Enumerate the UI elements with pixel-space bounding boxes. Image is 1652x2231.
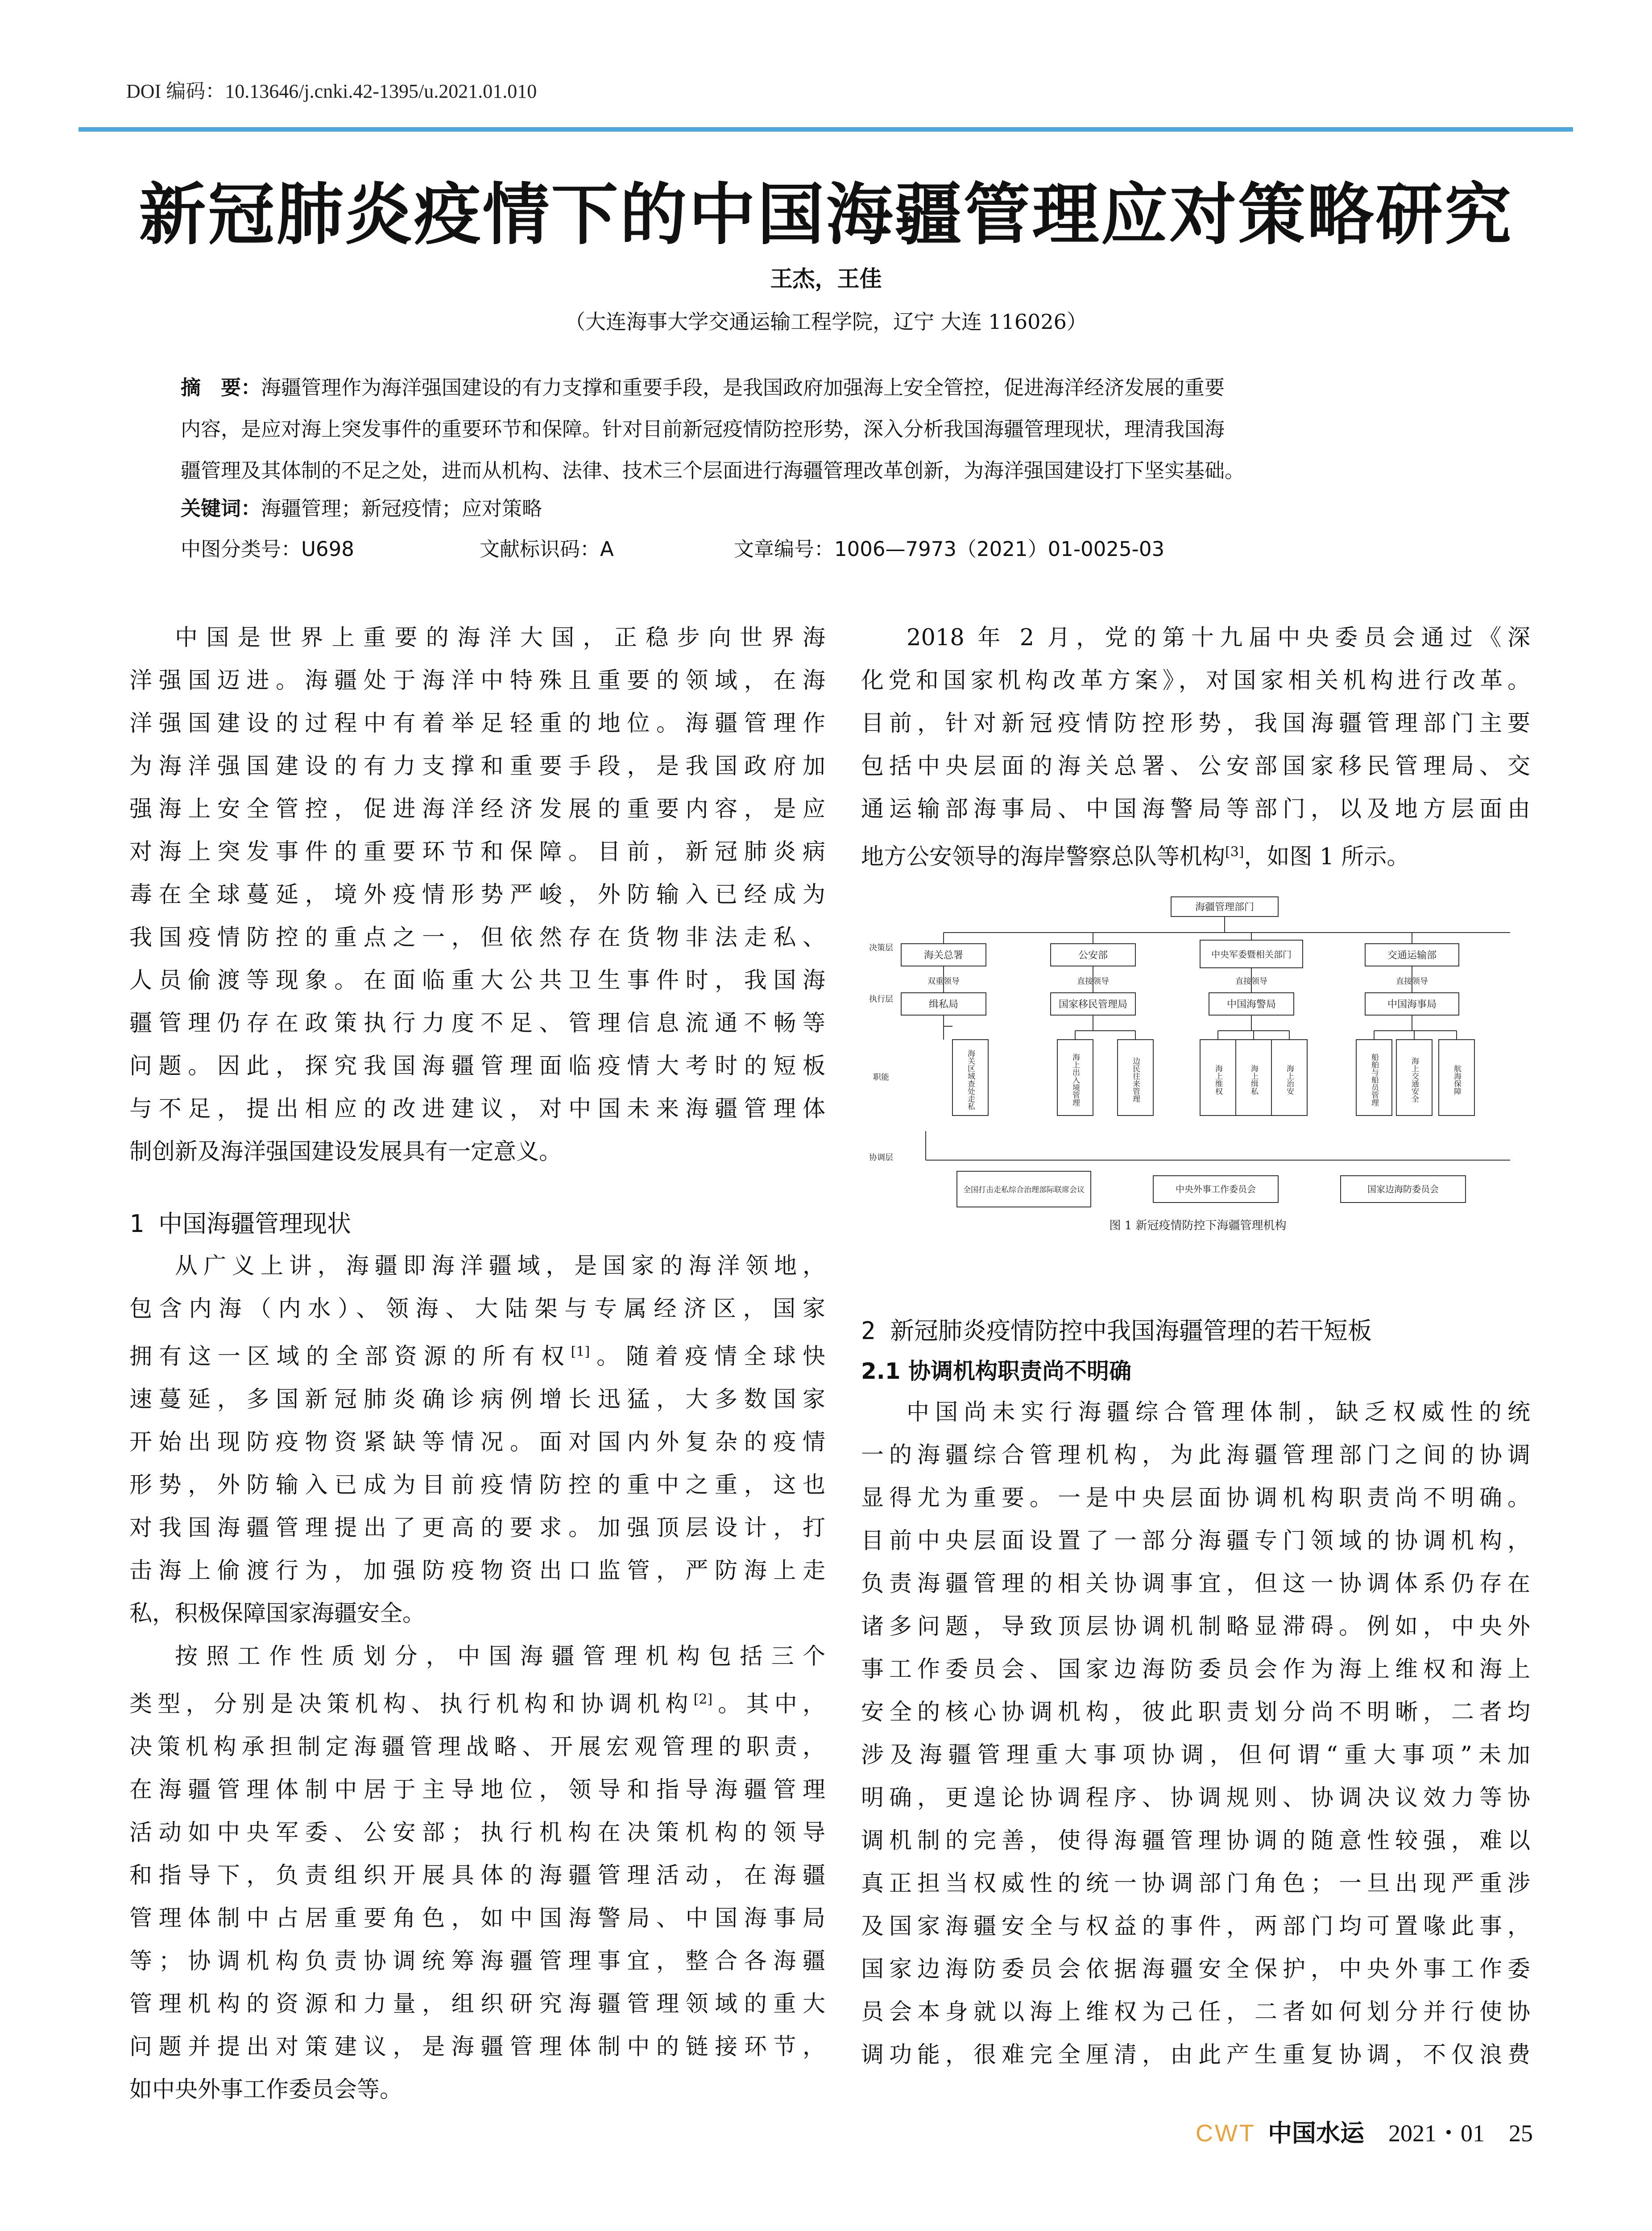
fig-layer: 执行层: [869, 995, 893, 1004]
text-line: 形势，外防输入已成为目前疫情防控的重中之重，这也: [129, 1472, 825, 1498]
text-line: 包含内海（内水）、领海、大陆架与专属经济区，国家: [129, 1296, 825, 1322]
text-line: 洋强国迈进。海疆处于海洋中特殊且重要的领域，在海: [129, 668, 825, 694]
text-line: 从广义上讲，海疆即海洋疆域，是国家的海洋领地，: [175, 1253, 825, 1279]
text-line: 为海洋强国建设的有力支撑和重要手段，是我国政府加: [129, 753, 825, 780]
abstract-label: 摘 要：: [181, 376, 261, 399]
text-line: 。随着疫情全球快: [590, 1344, 825, 1370]
text-line: 和指导下，负责组织开展具体的海疆管理活动，在海疆: [129, 1862, 825, 1889]
section-heading-2: 2 新冠肺炎疫情防控中我国海疆管理的若干短板: [861, 1317, 1372, 1345]
text-line: 问题。因此，探究我国海疆管理面临疫情大考时的短板: [129, 1053, 825, 1079]
doi-line: DOI 编码：10.13646/j.cnki.42-1395/u.2021.01.010: [126, 80, 537, 102]
text-line: 如中央外事工作委员会等。: [129, 2077, 403, 2103]
authors: 王杰，王佳: [770, 266, 882, 292]
fig-coord: 全国打击走私综合治理部际联席会议: [963, 1186, 1085, 1194]
fig-caption: 图 1 新冠疫情防控下海疆管理机构: [1109, 1219, 1287, 1232]
right-column: [861, 617, 1530, 879]
keywords: [181, 492, 542, 521]
text-line: 问题并提出对策建议，是海疆管理体制中的链接环节，: [129, 2034, 825, 2060]
text-line: 员会本身就以海上维权为己任，二者如何划分并行使协: [861, 1999, 1530, 2025]
text-line: 速蔓延，多国新冠肺炎确诊病例增长迅猛，大多数国家: [129, 1386, 825, 1413]
abstract: [181, 367, 1483, 491]
fig-lead: 直接领导: [1396, 977, 1428, 986]
text-line: 地方公安领导的海岸警察总队等机构: [861, 844, 1226, 870]
text-line: 制创新及海洋强国建设发展具有一定意义。: [129, 1139, 562, 1165]
footer-issue: 2021・01: [1388, 2120, 1485, 2147]
text-line: 通运输部海事局、中国海警局等部门，以及地方层面由: [861, 796, 1530, 822]
text-line: 及国家海疆安全与权益的事件，两部门均可置喙此事，: [861, 1913, 1530, 1940]
citation: [2]: [693, 1692, 713, 1707]
text-line: 活动如中央军委、公安部；执行机构在决策机构的领导: [129, 1820, 825, 1846]
header-rule: [79, 127, 1573, 132]
text-line: 私，积极保障国家海疆安全。: [129, 1601, 426, 1627]
text-line: 安全的核心协调机构，彼此职责划分尚不明晰，二者均: [861, 1699, 1530, 1725]
text-line: 目前，针对新冠疫情防控形势，我国海疆管理部门主要: [861, 710, 1530, 737]
left-column-section1: [129, 1245, 825, 2111]
text-line: 诸多问题，导致顶层协调机制略显滞碍。例如，中央外: [861, 1613, 1530, 1640]
text-line: 拥有这一区域的全部资源的所有权: [129, 1344, 571, 1370]
citation: [1]: [571, 1344, 590, 1360]
article-number: 文章编号：1006—7973（2021）01-0025-03: [734, 537, 1165, 561]
paper-title: 新冠肺炎疫情下的中国海疆管理应对策略研究: [139, 175, 1513, 254]
fig-lead: 直接领导: [1077, 977, 1109, 986]
text-line: 涉及海疆管理重大事项协调，但何谓“重大事项”未加: [861, 1742, 1530, 1768]
text-line: 对海上突发事件的重要环节和保障。目前，新冠肺炎病: [129, 839, 825, 865]
text-line: 对我国海疆管理提出了更高的要求。加强顶层设计，打: [129, 1515, 825, 1541]
fig-function: 海上缉私: [1249, 1065, 1258, 1095]
text-line: 疆管理仍存在政策执行力度不足、管理信息流通不畅等: [129, 1010, 825, 1037]
fig-function: 海关区域查处走私: [966, 1049, 975, 1110]
fig-function: 海上治安: [1285, 1065, 1294, 1095]
fig-exec: 中国海事局: [1387, 999, 1437, 1010]
text-line: 毒在全球蔓延，境外疫情形势严峻，外防输入已经成为: [129, 882, 825, 908]
fig-layer: 决策层: [869, 943, 893, 953]
text-line: 一的海疆综合管理机构，为此海疆管理部门之间的协调: [861, 1442, 1530, 1468]
page-number: 25: [1508, 2120, 1533, 2147]
text-line: 决策机构承担制定海疆管理战略、开展宏观管理的职责，: [129, 1734, 825, 1760]
text-line: 2018 年 2 月，党的第十九届中央委员会通过《深: [907, 625, 1530, 651]
text-line: 中国尚未实行海疆综合管理体制，缺乏权威性的统: [907, 1399, 1530, 1426]
fig-layer: 职能: [873, 1073, 889, 1082]
subsection-heading-2-1: 2.1 协调机构职责尚不明确: [861, 1358, 1131, 1384]
fig-function: 航海保障: [1452, 1065, 1461, 1095]
abstract-line: 疆管理及其体制的不足之处，进而从机构、法律、技术三个层面进行海疆管理改革创新，为海洋强国建设打下坚实基础。: [181, 459, 1245, 482]
fig-exec: 国家移民管理局: [1058, 999, 1128, 1010]
text-line: 事工作委员会、国家边海防委员会作为海上维权和海上: [861, 1656, 1530, 1683]
text-line: 目前中央层面设置了一部分海疆专门领域的协调机构，: [861, 1528, 1530, 1554]
fig-root: 海疆管理部门: [1195, 902, 1255, 913]
footer-magazine: 中国水运: [1267, 2119, 1364, 2147]
fig-exec: 缉私局: [928, 999, 959, 1010]
right-column-section2: [861, 1391, 1530, 2077]
text-line: 包括中央层面的海关总署、公安部国家移民管理局、交: [861, 753, 1530, 780]
text-line: 强海上安全管控，促进海洋经济发展的重要内容，是应: [129, 796, 825, 822]
section-heading-1: 1 中国海疆管理现状: [129, 1210, 352, 1238]
abstract-line: 内容，是应对海上突发事件的重要环节和保障。针对目前新冠疫情防控形势，深入分析我国海疆管理现状，理清我国海: [181, 417, 1225, 441]
keywords-text: 海疆管理；新冠疫情；应对策略: [261, 497, 542, 520]
text-line: 负责海疆管理的相关协调事宜，但这一协调体系仍存在: [861, 1571, 1530, 1597]
text-line: 管理机构的资源和力量，组织研究海疆管理领域的重大: [129, 1991, 825, 2017]
text-line: 调功能，很难完全厘清，由此产生重复协调，不仅浪费: [861, 2042, 1530, 2068]
fig-lead: 双重领导: [927, 977, 960, 986]
footer-brand: CWT: [1196, 2120, 1256, 2147]
text-line: 。其中，: [712, 1691, 825, 1717]
text-line: 与不足，提出相应的改进建议，对中国未来海疆管理体: [129, 1096, 825, 1122]
fig-function: 船舶与船员管理: [1370, 1053, 1379, 1107]
text-line: 按照工作性质划分，中国海疆管理机构包括三个: [175, 1643, 825, 1670]
text-line: 人员偷渡等现象。在面临重大公共卫生事件时，我国海: [129, 967, 825, 994]
citation: [3]: [1225, 844, 1244, 860]
text-line: 击海上偷渡行为，加强防疫物资出口监管，严防海上走: [129, 1558, 825, 1584]
fig-function: 边民往来管理: [1131, 1057, 1140, 1103]
page-footer: [1196, 2114, 1533, 2148]
text-line: 国家边海防委员会依据海疆安全保护，中央外事工作委: [861, 1956, 1530, 1982]
fig-function: 海上出入境管理: [1071, 1053, 1080, 1107]
text-line: 调机制的完善，使得海疆管理协调的随意性较强，难以: [861, 1828, 1530, 1854]
keywords-label: 关键词：: [181, 497, 261, 520]
left-column: [129, 617, 825, 1174]
fig-decision: 公安部: [1078, 950, 1108, 961]
abstract-line: 海疆管理作为海洋强国建设的有力支撑和重要手段，是我国政府加强海上安全管控，促进海洋经济发展的重要: [261, 376, 1225, 399]
fig-decision: 中央军委暨相关部门: [1211, 949, 1292, 960]
fig-coord: 国家边海防委员会: [1367, 1184, 1439, 1194]
text-line: 真正担当权威性的统一协调部门角色；一旦出现严重涉: [861, 1870, 1530, 1897]
text-line: 显得尤为重要。一是中央层面协调机构职责尚不明确。: [861, 1485, 1530, 1511]
text-line: 我国疫情防控的重点之一，但依然存在货物非法走私、: [129, 925, 825, 951]
doc-code: 文献标识码：A: [480, 537, 614, 561]
text-line: 洋强国建设的过程中有着举足轻重的地位。海疆管理作: [129, 710, 825, 737]
text-line: 中国是世界上重要的海洋大国，正稳步向世界海: [175, 625, 825, 651]
fig-exec: 中国海警局: [1226, 999, 1276, 1010]
text-line: 明确，更遑论协调程序、协调规则、协调决议效力等协: [861, 1785, 1530, 1811]
text-line: 在海疆管理体制中居于主导地位，领导和指导海疆管理: [129, 1777, 825, 1803]
text-line: ，如图 1 所示。: [1244, 844, 1410, 870]
fig-decision: 交通运输部: [1387, 950, 1437, 961]
fig-function: 海上交通安全: [1410, 1057, 1419, 1103]
text-line: 类型，分别是决策机构、执行机构和协调机构: [129, 1691, 694, 1717]
clc-number: 中图分类号：U698: [181, 537, 354, 561]
fig-layer: 协调层: [869, 1153, 893, 1162]
fig-coord: 中央外事工作委员会: [1176, 1184, 1256, 1194]
affiliation: （大连海事大学交通运输工程学院，辽宁 大连 116026）: [565, 310, 1087, 334]
fig-lead: 直接领导: [1235, 977, 1267, 986]
org-chart-figure: [868, 883, 1528, 1281]
fig-decision: 海关总署: [923, 950, 964, 961]
text-line: 化党和国家机构改革方案》，对国家相关机构进行改革。: [861, 668, 1530, 694]
text-line: 等；协调机构负责协调统筹海疆管理事宜，整合各海疆: [129, 1948, 825, 1974]
text-line: 管理体制中占居重要角色，如中国海警局、中国海事局: [129, 1905, 825, 1932]
text-line: 开始出现防疫物资紧缺等情况。面对国内外复杂的疫情: [129, 1429, 825, 1456]
fig-function: 海上维权: [1213, 1065, 1222, 1095]
